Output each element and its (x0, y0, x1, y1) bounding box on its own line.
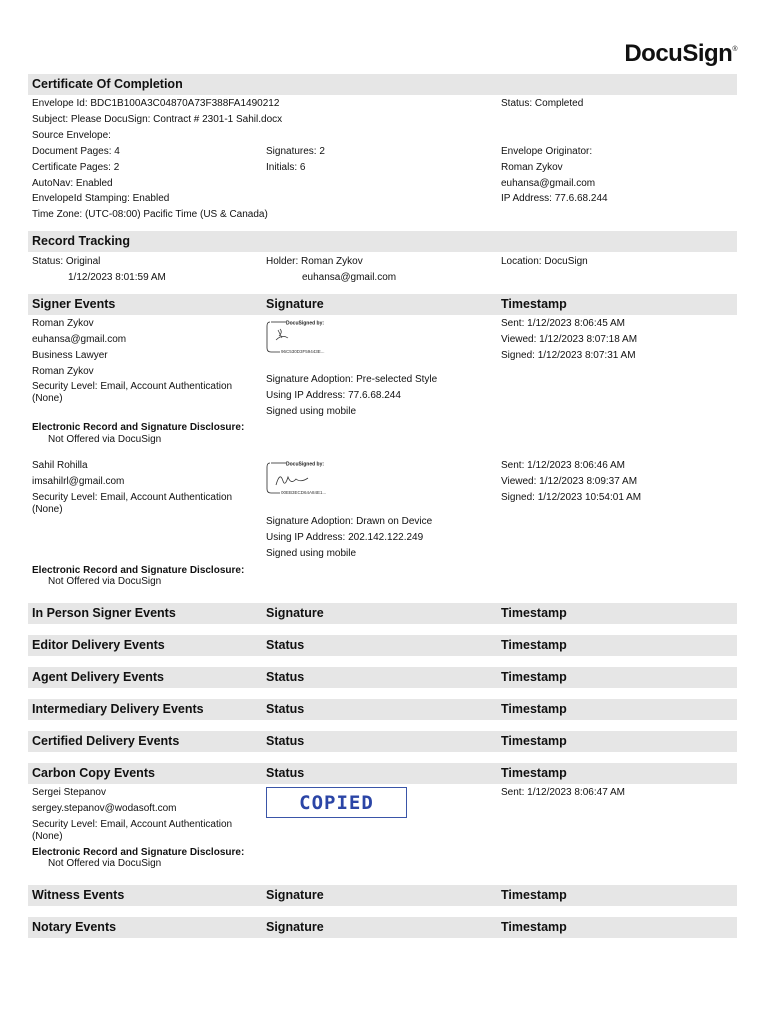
certified-heading: Certified Delivery Events (32, 734, 180, 748)
signer-2-sent: Sent: 1/12/2023 8:06:46 AM (501, 460, 625, 471)
signature-1-caption: DocuSigned by: (286, 320, 325, 327)
record-location: Location: DocuSign (501, 256, 588, 267)
record-date: 1/12/2023 8:01:59 AM (68, 272, 166, 283)
signer-1-company: Roman Zykov (32, 366, 94, 377)
signer-2-security: Security Level: Email, Account Authentication (None) (32, 492, 233, 515)
signer-2-name: Sahil Rohilla (32, 460, 88, 471)
signatures-count: Signatures: 2 (266, 146, 325, 157)
envelope-id: Envelope Id: BDC1B100A3C04870A73F388FA1490212 (32, 98, 280, 109)
record-tracking-heading: Record Tracking (32, 234, 130, 248)
signer-1-signed: Signed: 1/12/2023 8:07:31 AM (501, 350, 636, 361)
cc-security: Security Level: Email, Account Authentication (None) (32, 819, 233, 842)
carbon-copy-col-timestamp: Timestamp (501, 766, 567, 780)
signer-1-signature-image (266, 318, 342, 354)
signer-1-sent: Sent: 1/12/2023 8:06:45 AM (501, 318, 625, 329)
signer-2-email: imsahilrl@gmail.com (32, 476, 125, 487)
signer-events-col-signature: Signature (266, 297, 324, 311)
signer-1-disclosure-label: Electronic Record and Signature Disclosure: (32, 422, 245, 433)
cc-name: Sergei Stepanov (32, 787, 106, 798)
witness-col-signature: Signature (266, 888, 324, 902)
signature-2-svg (266, 459, 342, 495)
notary-col-timestamp: Timestamp (501, 920, 567, 934)
signature-1-id: 96C530D3F59443E... (281, 349, 325, 354)
section-header-certified-delivery (28, 731, 737, 752)
signer-events-heading: Signer Events (32, 297, 116, 311)
section-header-intermediary-delivery (28, 699, 737, 720)
cc-email: sergey.stepanov@wodasoft.com (32, 803, 177, 814)
section-header-witness (28, 885, 737, 906)
document-pages: Document Pages: 4 (32, 146, 120, 157)
in-person-col-signature: Signature (266, 606, 324, 620)
docusign-logo (624, 40, 737, 68)
signer-1-ip: Using IP Address: 77.6.68.244 (266, 390, 401, 401)
cc-disclosure-value: Not Offered via DocuSign (48, 858, 162, 869)
signer-1-viewed: Viewed: 1/12/2023 8:07:18 AM (501, 334, 638, 345)
copied-stamp: COPIED (266, 787, 407, 818)
logo-mark: ® (732, 46, 737, 53)
signer-2-disclosure-label: Electronic Record and Signature Disclosure: (32, 565, 245, 576)
section-header-signer-events (28, 294, 737, 315)
signer-2-ip: Using IP Address: 202.142.122.249 (266, 532, 424, 543)
signer-1-disclosure-value: Not Offered via DocuSign (48, 434, 162, 445)
source-envelope: Source Envelope: (32, 130, 111, 141)
editor-col-status: Status (266, 638, 305, 652)
intermediary-col-status: Status (266, 702, 305, 716)
originator-name: Roman Zykov (501, 162, 563, 173)
section-header-in-person-signer (28, 603, 737, 624)
originator-email: euhansa@gmail.com (501, 178, 596, 189)
certificate-pages: Certificate Pages: 2 (32, 162, 120, 173)
agent-heading: Agent Delivery Events (32, 670, 164, 684)
section-header-record-tracking (28, 231, 737, 252)
carbon-copy-heading: Carbon Copy Events (32, 766, 155, 780)
signer-2-signed: Signed: 1/12/2023 10:54:01 AM (501, 492, 642, 503)
signer-1-signed-using: Signed using mobile (266, 406, 357, 417)
signature-2-caption: DocuSigned by: (286, 461, 325, 468)
cc-disclosure-label: Electronic Record and Signature Disclosure: (32, 847, 245, 858)
record-holder: Holder: Roman Zykov (266, 256, 363, 267)
intermediary-col-timestamp: Timestamp (501, 702, 567, 716)
signature-2-id: 00EB3ECD64A84E1... (281, 490, 327, 495)
intermediary-heading: Intermediary Delivery Events (32, 702, 204, 716)
record-status: Status: Original (32, 256, 101, 267)
time-zone: Time Zone: (UTC-08:00) Pacific Time (US & Canada) (32, 209, 268, 220)
autonav: AutoNav: Enabled (32, 178, 113, 189)
certified-col-timestamp: Timestamp (501, 734, 567, 748)
section-header-editor-delivery (28, 635, 737, 656)
originator-label: Envelope Originator: (501, 146, 593, 157)
witness-col-timestamp: Timestamp (501, 888, 567, 902)
certified-col-status: Status (266, 734, 305, 748)
carbon-copy-col-status: Status (266, 766, 305, 780)
signer-2-viewed: Viewed: 1/12/2023 8:09:37 AM (501, 476, 638, 487)
signer-2-signed-using: Signed using mobile (266, 548, 357, 559)
agent-col-status: Status (266, 670, 305, 684)
witness-heading: Witness Events (32, 888, 125, 902)
agent-col-timestamp: Timestamp (501, 670, 567, 684)
signer-1-security: Security Level: Email, Account Authentication (None) (32, 381, 233, 404)
signature-1-svg (266, 318, 342, 354)
initials-count: Initials: 6 (266, 162, 306, 173)
section-header-carbon-copy (28, 763, 737, 784)
envelopeid-stamping: EnvelopeId Stamping: Enabled (32, 193, 170, 204)
in-person-heading: In Person Signer Events (32, 606, 176, 620)
in-person-col-timestamp: Timestamp (501, 606, 567, 620)
cc-sent: Sent: 1/12/2023 8:06:47 AM (501, 787, 625, 798)
envelope-status: Status: Completed (501, 98, 584, 109)
envelope-subject: Subject: Please DocuSign: Contract # 2301-1 Sahil.docx (32, 114, 283, 125)
editor-heading: Editor Delivery Events (32, 638, 165, 652)
signer-1-email: euhansa@gmail.com (32, 334, 127, 345)
signer-2-signature-image (266, 459, 342, 495)
section-header-certificate (28, 74, 737, 95)
signer-1-name: Roman Zykov (32, 318, 94, 329)
editor-col-timestamp: Timestamp (501, 638, 567, 652)
originator-ip: IP Address: 77.6.68.244 (501, 193, 608, 204)
record-holder-email: euhansa@gmail.com (302, 272, 397, 283)
certificate-heading: Certificate Of Completion (32, 77, 183, 91)
notary-heading: Notary Events (32, 920, 117, 934)
signer-1-adoption: Signature Adoption: Pre-selected Style (266, 374, 438, 385)
section-header-notary (28, 917, 737, 938)
section-header-agent-delivery (28, 667, 737, 688)
signer-2-disclosure-value: Not Offered via DocuSign (48, 576, 162, 587)
signer-2-adoption: Signature Adoption: Drawn on Device (266, 516, 433, 527)
signer-1-title: Business Lawyer (32, 350, 108, 361)
logo-text: DocuSign (624, 40, 733, 67)
signer-events-col-timestamp: Timestamp (501, 297, 567, 311)
notary-col-signature: Signature (266, 920, 324, 934)
